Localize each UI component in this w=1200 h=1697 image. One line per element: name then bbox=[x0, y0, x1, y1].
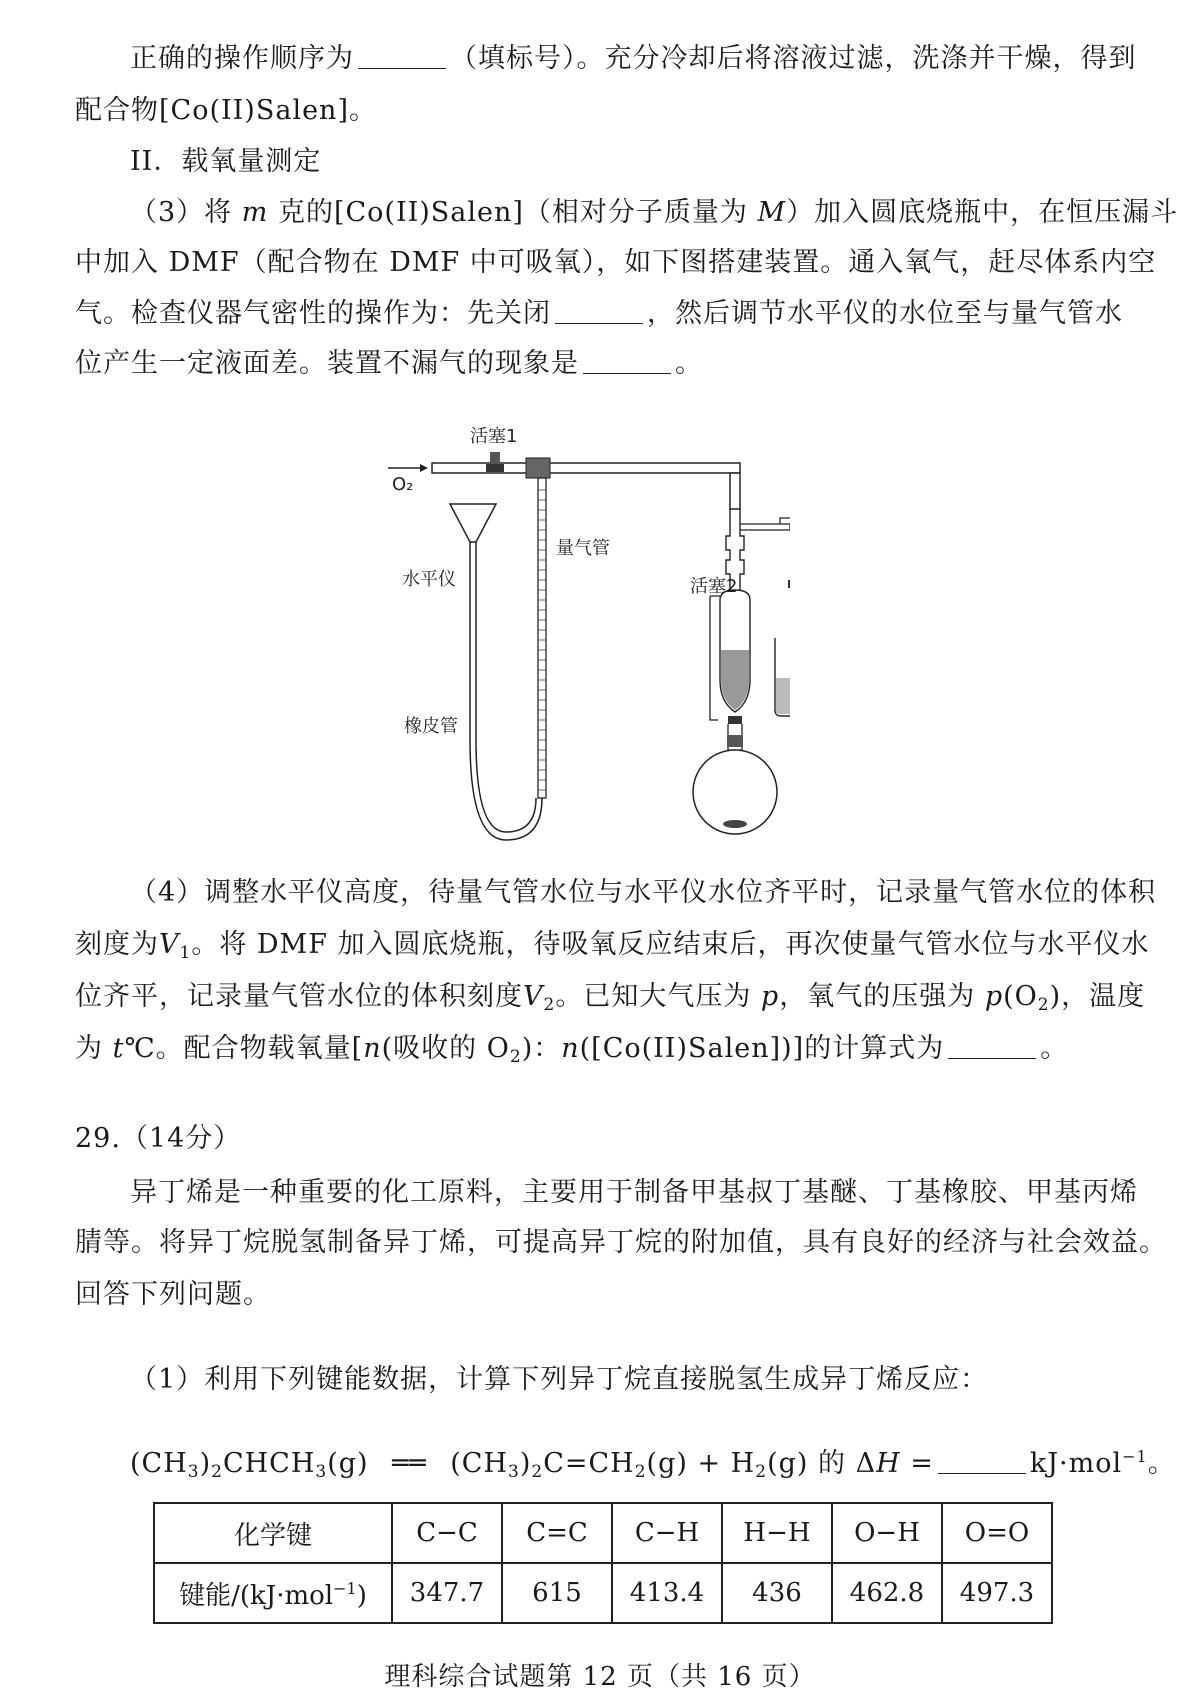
apparatus-figure bbox=[370, 420, 790, 940]
text-line-11: 为 t℃。配合物载氧量[n(吸收的 $O_2$)：n([Co(II)Salen])]的计算式为 。 bbox=[75, 1033, 1069, 1067]
energy-cell: 413.4 bbox=[612, 1563, 722, 1623]
reaction-equation: $(CH_3)_2CHCH_3(g)$ ══ $(CH_3)_2C=CH_2(g) + H_2(g)$ 的 ΔH = kJ·mol$^{-1}$。 bbox=[130, 1447, 1176, 1482]
valve2-body bbox=[788, 580, 790, 588]
table-header-label: 化学键 bbox=[154, 1503, 392, 1563]
question-number: 29.（14分） bbox=[75, 1123, 242, 1154]
page-footer: 理科综合试题第 12 页（共 16 页） bbox=[384, 1662, 816, 1692]
text-line-2 bbox=[75, 94, 1135, 128]
valve1-body bbox=[486, 464, 504, 472]
text-line-5: 中加入 DMF（配合物在 DMF 中可吸氧），如下图搭建装置。通入氧气，赶尽体系内空 bbox=[75, 247, 1157, 278]
bond-cell: C−C bbox=[392, 1503, 502, 1563]
bond-cell: O=O bbox=[942, 1503, 1052, 1563]
text-line-15: （1）利用下列键能数据，计算下列异丁烷直接脱氢生成异丁烯反应： bbox=[130, 1364, 989, 1395]
gas-tube-label: 量气管 bbox=[556, 538, 610, 559]
rubber-label: 橡皮管 bbox=[404, 716, 458, 737]
level-label: 水平仪 bbox=[402, 569, 456, 590]
leveling-funnel bbox=[450, 504, 496, 542]
top-tube-down bbox=[730, 473, 740, 509]
text-line-6: 气。检查仪器气密性的操作为：先关闭 ，然后调节水平仪的水位至与量气管水 bbox=[75, 298, 1123, 329]
text: 配合物[Co(II)Salen]。 bbox=[75, 95, 377, 126]
text-line-13: 腈等。将异丁烷脱氢制备异丁烯，可提高异丁烷的附加值，具有良好的经济与社会效益。 bbox=[75, 1227, 1167, 1258]
top-tube bbox=[432, 463, 740, 473]
bond-cell: C−H bbox=[612, 1503, 722, 1563]
table-row bbox=[154, 1503, 1052, 1563]
valve2-label: 活塞2 bbox=[690, 576, 738, 597]
text-line-1 bbox=[130, 42, 1190, 76]
bond-energy-table bbox=[153, 1502, 1053, 1624]
beaker-water bbox=[776, 678, 790, 714]
energy-cell: 436 bbox=[722, 1563, 832, 1623]
bond-cell: C=C bbox=[502, 1503, 612, 1563]
text-line-7: 位产生一定液面差。装置不漏气的现象是 。 bbox=[75, 348, 703, 379]
valve1-handle bbox=[490, 452, 500, 464]
equals-sign: ══ bbox=[392, 1448, 427, 1479]
energy-cell: 347.7 bbox=[392, 1563, 502, 1623]
text-line-10: 位齐平，记录量气管水位的体积刻度$V_2$。已知大气压为 p，氧气的压强为 $p(O_2)$，温度 bbox=[75, 981, 1146, 1015]
valve1-label: 活塞1 bbox=[470, 426, 518, 447]
text: （填标号）。充分冷却后将溶液过滤，洗涤并干燥，得到 bbox=[450, 43, 1137, 74]
rubber-tube-inner bbox=[476, 740, 536, 832]
funnel-stopcock bbox=[728, 716, 742, 724]
rubber-tube-outer bbox=[470, 740, 542, 840]
energy-cell: 497.3 bbox=[942, 1563, 1052, 1623]
energy-cell: 462.8 bbox=[832, 1563, 942, 1623]
table-row-label: 键能/(kJ·mol$^{-1}$) bbox=[154, 1563, 392, 1623]
o2-label: O₂ bbox=[392, 474, 414, 495]
bond-cell: O−H bbox=[832, 1503, 942, 1563]
answer-blank[interactable] bbox=[583, 349, 671, 374]
answer-blank[interactable] bbox=[938, 1449, 1026, 1474]
text-line-4: （3）将 m 克的[Co(II)Salen]（相对分子质量为 M）加入圆底烧瓶中，在恒压漏斗 bbox=[130, 197, 1179, 228]
answer-blank[interactable] bbox=[358, 44, 446, 69]
section-heading bbox=[130, 145, 1190, 179]
text-line-9: 刻度为$V_1$。将 DMF 加入圆底烧瓶，待吸氧反应结束后，再次使量气管水位与水平仪水 bbox=[75, 929, 1150, 963]
t-joint bbox=[526, 458, 550, 478]
complex-solid bbox=[723, 820, 747, 828]
bond-cell: H−H bbox=[722, 1503, 832, 1563]
text: II．载氧量测定 bbox=[130, 146, 322, 177]
text-line-8: （4）调整水平仪高度，待量气管水位与水平仪水位齐平时，记录量气管水位的体积 bbox=[130, 877, 1157, 908]
answer-blank[interactable] bbox=[948, 1034, 1036, 1059]
table-row bbox=[154, 1563, 1052, 1623]
text: 正确的操作顺序为 bbox=[130, 43, 354, 74]
energy-cell: 615 bbox=[502, 1563, 612, 1623]
text-line-14: 回答下列问题。 bbox=[75, 1279, 271, 1310]
side-arm bbox=[710, 596, 718, 720]
answer-blank[interactable] bbox=[555, 299, 643, 324]
o2-arrow-head bbox=[420, 464, 428, 472]
text-line-12: 异丁烯是一种重要的化工原料，主要用于制备甲基叔丁基醚、丁基橡胶、甲基丙烯 bbox=[130, 1177, 1138, 1208]
